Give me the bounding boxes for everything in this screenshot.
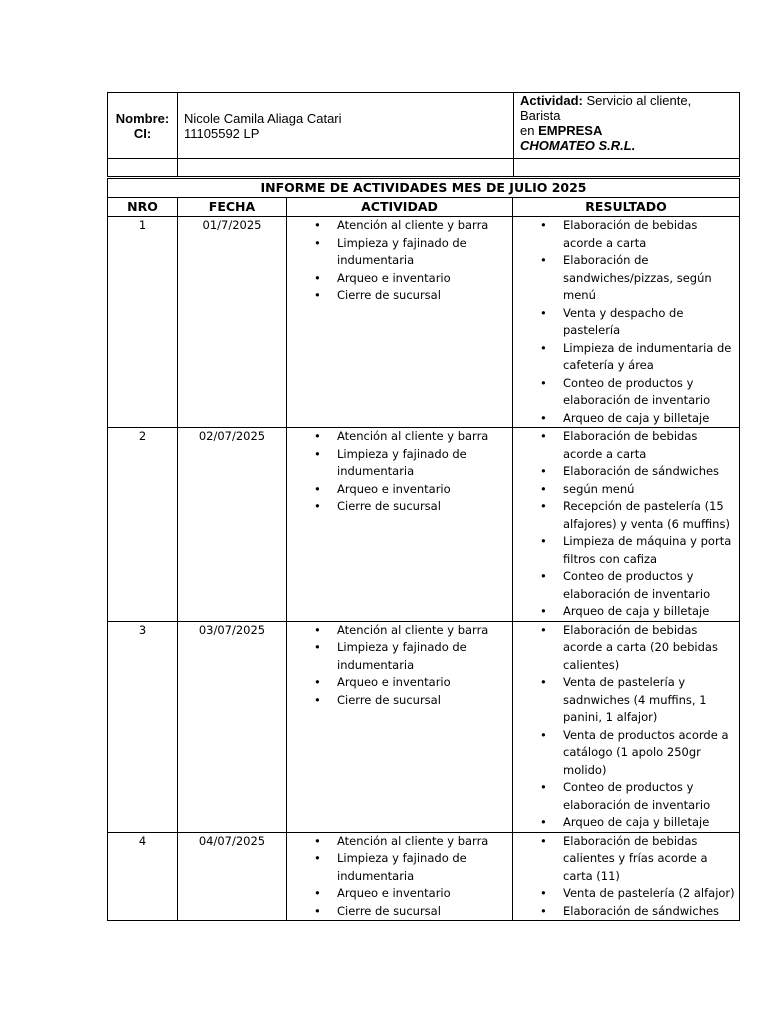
label-cell	[108, 93, 178, 159]
result-item: • Recepción de pastelería (15 alfajores) y venta (6 muffins)	[513, 498, 739, 533]
activity-item: • Limpieza y fajinado de indumentaria	[287, 850, 512, 885]
table-row	[108, 428, 740, 622]
result-item: • Elaboración de sandwiches/pizzas, según menú	[513, 252, 739, 305]
row-fecha: 02/07/2025	[178, 428, 287, 622]
result-item: • Elaboración de bebidas acorde a carta	[513, 428, 739, 463]
col-header-resultado: RESULTADO	[513, 198, 740, 217]
result-item: • Arqueo de caja y billetaje	[513, 410, 739, 428]
row-resultado	[513, 621, 740, 832]
result-item: • Elaboración de bebidas acorde a carta (20 bebidas calientes)	[513, 622, 739, 675]
activity-item: • Arqueo e inventario	[287, 481, 512, 499]
row-fecha: 03/07/2025	[178, 621, 287, 832]
table-row	[108, 621, 740, 832]
activity-list	[287, 833, 512, 921]
activity-item: • Atención al cliente y barra	[287, 217, 512, 235]
row-actividad	[287, 217, 513, 428]
result-item: • Elaboración de bebidas calientes y frías acorde a carta (11)	[513, 833, 739, 886]
activity-list	[287, 428, 512, 516]
col-header-fecha: FECHA	[178, 198, 287, 217]
row-nro: 3	[108, 621, 178, 832]
activity-item: • Atención al cliente y barra	[287, 428, 512, 446]
activity-item: • Arqueo e inventario	[287, 270, 512, 288]
activity-item: • Cierre de sucursal	[287, 903, 512, 921]
result-item: • Elaboración de sándwiches	[513, 463, 739, 481]
activity-cell	[514, 93, 740, 159]
table-body	[108, 217, 740, 921]
empty-cell	[514, 159, 740, 177]
activity-item: • Atención al cliente y barra	[287, 622, 512, 640]
row-actividad	[287, 428, 513, 622]
result-item: • Conteo de productos y elaboración de inventario	[513, 779, 739, 814]
result-item: • Venta y despacho de pastelería	[513, 305, 739, 340]
result-item: • según menú	[513, 481, 739, 499]
activity-item: • Cierre de sucursal	[287, 498, 512, 516]
empresa-label: EMPRESA	[538, 123, 603, 138]
activity-list	[287, 622, 512, 710]
activity-value: Servicio al cliente, Barista	[520, 93, 692, 123]
row-nro: 4	[108, 832, 178, 921]
result-item: • Limpieza de indumentaria de cafetería y área	[513, 340, 739, 375]
activity-item: • Limpieza y fajinado de indumentaria	[287, 639, 512, 674]
empty-cell	[178, 159, 514, 177]
table-row	[108, 217, 740, 428]
row-fecha: 01/7/2025	[178, 217, 287, 428]
activity-item: • Limpieza y fajinado de indumentaria	[287, 235, 512, 270]
col-header-actividad: ACTIVIDAD	[287, 198, 513, 217]
row-nro: 2	[108, 428, 178, 622]
value-cell	[178, 93, 514, 159]
row-actividad	[287, 832, 513, 921]
activity-label: Actividad:	[520, 93, 583, 108]
activities-table	[107, 178, 740, 921]
label-ci: CI:	[133, 125, 152, 141]
result-item: • Arqueo de caja y billetaje	[513, 603, 739, 621]
result-list	[513, 428, 739, 621]
result-list	[513, 217, 739, 427]
result-list	[513, 622, 739, 832]
activity-item: • Atención al cliente y barra	[287, 833, 512, 851]
row-fecha: 04/07/2025	[178, 832, 287, 921]
company-name: CHOMATEO S.R.L.	[520, 138, 636, 153]
row-nro: 1	[108, 217, 178, 428]
result-item: • Arqueo de caja y billetaje	[513, 814, 739, 832]
row-actividad	[287, 621, 513, 832]
header-table	[107, 92, 740, 177]
result-item: • Venta de pastelería (2 alfajor)	[513, 885, 739, 903]
row-resultado	[513, 832, 740, 921]
row-resultado	[513, 217, 740, 428]
result-item: • Conteo de productos y elaboración de inventario	[513, 568, 739, 603]
row-resultado	[513, 428, 740, 622]
result-list	[513, 833, 739, 921]
student-ci: 11105592 LP	[184, 125, 260, 141]
result-item: • Venta de pastelería y sadnwiches (4 muffins, 1 panini, 1 alfajor)	[513, 674, 739, 727]
result-item: • Limpieza de máquina y porta filtros con cafiza	[513, 533, 739, 568]
result-item: • Elaboración de bebidas acorde a carta	[513, 217, 739, 252]
en-text: en	[520, 123, 539, 138]
activity-item: • Cierre de sucursal	[287, 287, 512, 305]
activity-item: • Arqueo e inventario	[287, 885, 512, 903]
activity-list	[287, 217, 512, 305]
student-name: Nicole Camila Aliaga Catari	[184, 110, 342, 126]
label-nombre: Nombre:	[115, 110, 170, 126]
table-row	[108, 832, 740, 921]
activity-item: • Cierre de sucursal	[287, 692, 512, 710]
empty-cell	[108, 159, 178, 177]
report-title: INFORME DE ACTIVIDADES MES DE JULIO 2025	[108, 179, 740, 198]
col-header-nro: NRO	[108, 198, 178, 217]
activity-item: • Arqueo e inventario	[287, 674, 512, 692]
result-item: • Venta de productos acorde a catálogo (1 apolo 250gr molido)	[513, 727, 739, 780]
result-item: • Elaboración de sándwiches	[513, 903, 739, 921]
activity-item: • Limpieza y fajinado de indumentaria	[287, 446, 512, 481]
result-item: • Conteo de productos y elaboración de inventario	[513, 375, 739, 410]
